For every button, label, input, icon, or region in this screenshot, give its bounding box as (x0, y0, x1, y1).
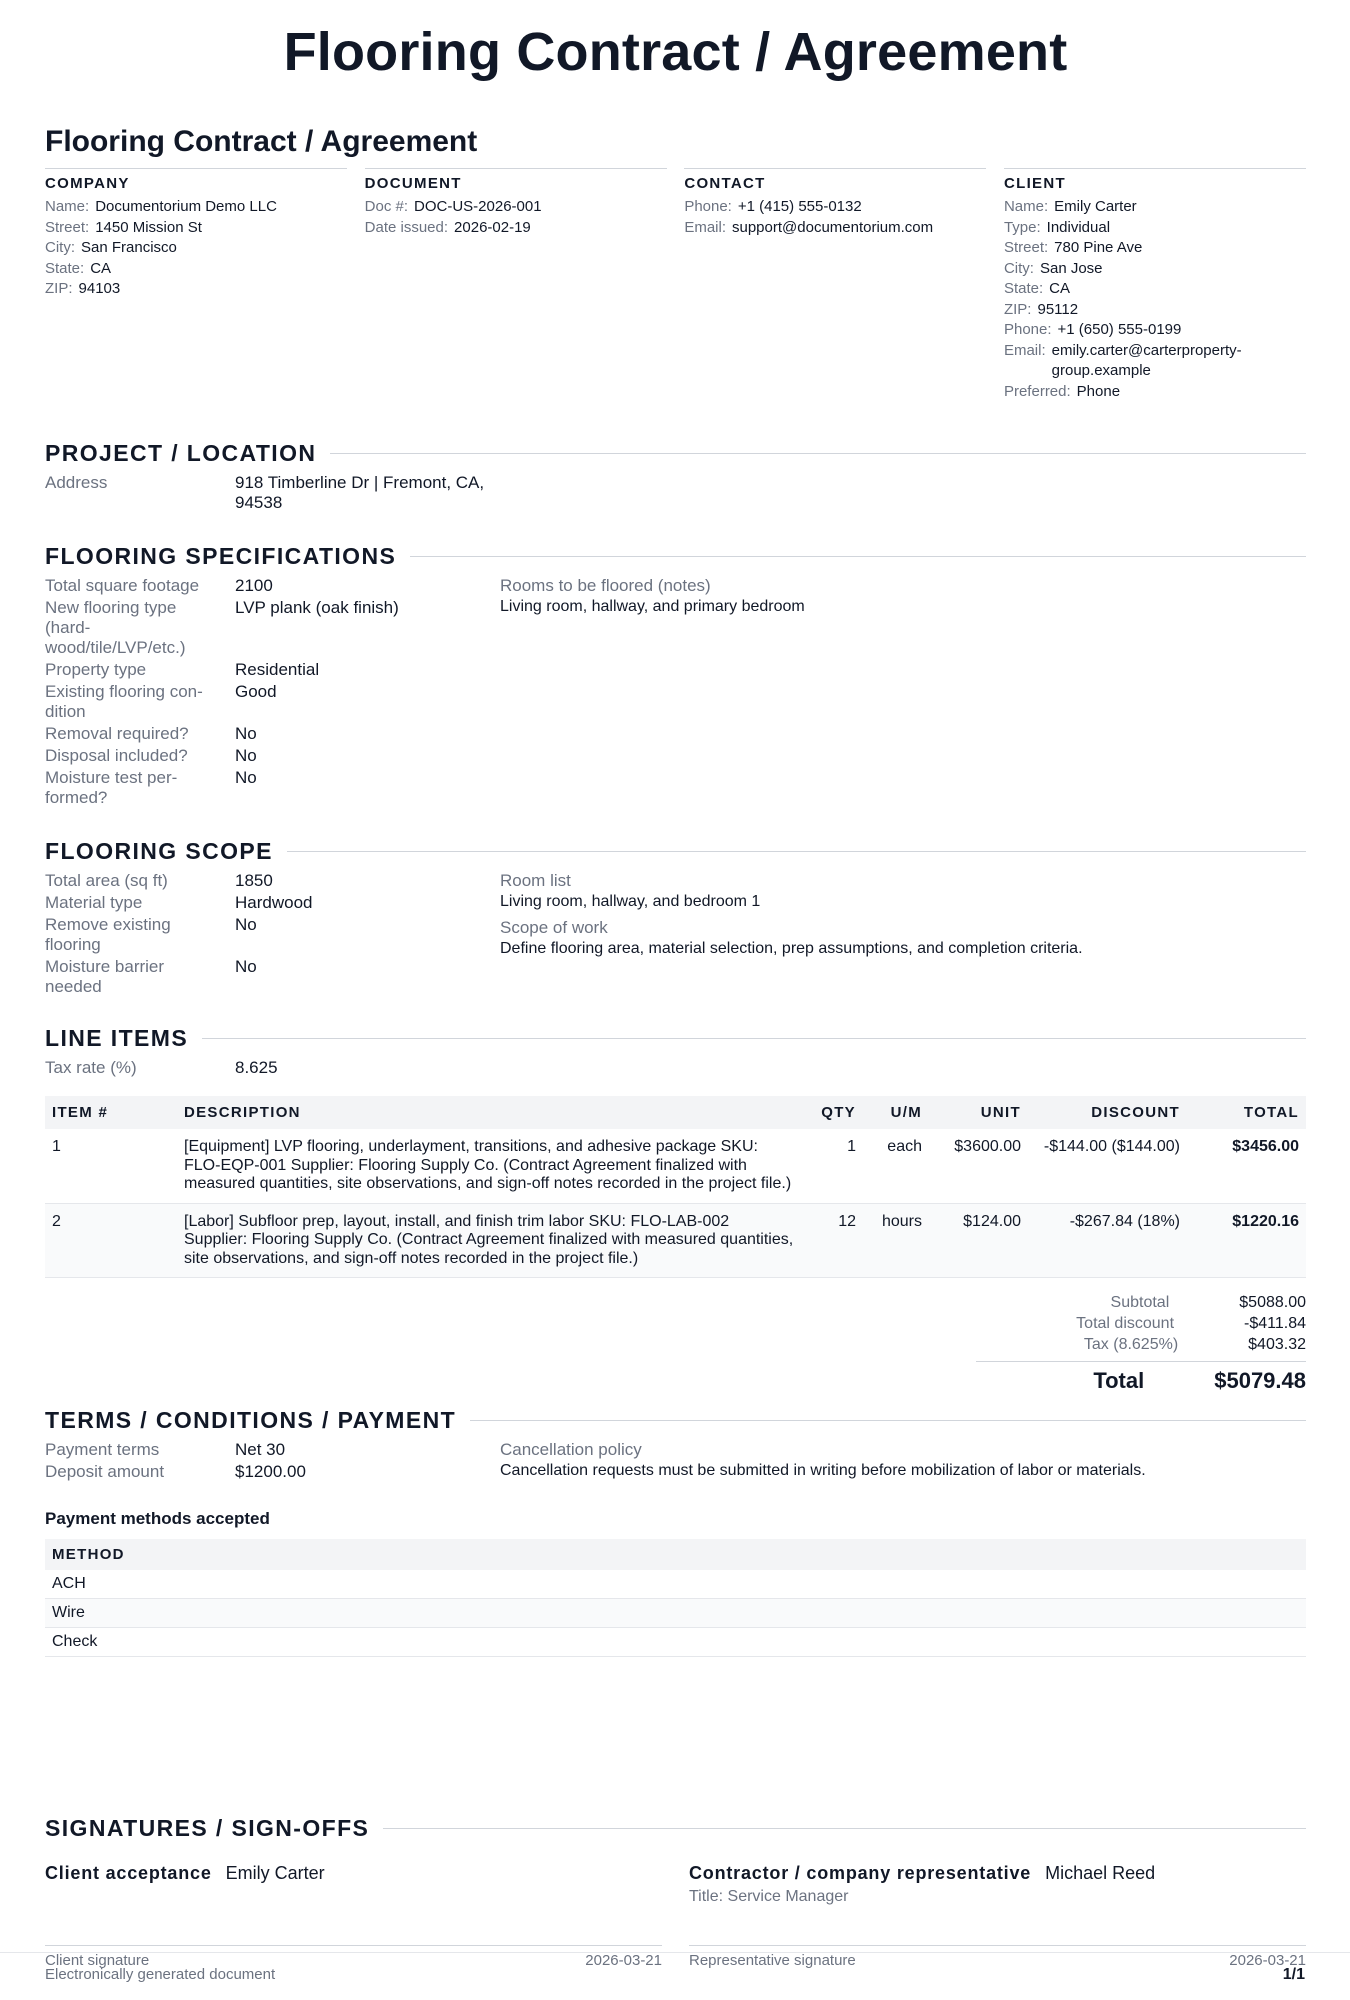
section-rule (202, 1038, 1306, 1039)
spec-row: Property type Residential (45, 660, 320, 679)
scope-row: Total area (sq ft) 1850 (45, 871, 273, 890)
method-cell: ACH (45, 1570, 1306, 1599)
spec-row: Moisture test per-formed? No (45, 768, 257, 807)
item-qty: 1 (809, 1129, 863, 1203)
spec-row: Existing flooring con-dition Good (45, 682, 277, 721)
item-um: each (863, 1129, 929, 1203)
scope-fields (45, 871, 1306, 999)
tax-rate-row: Tax rate (%) 8.625 (45, 1058, 278, 1077)
terms-right-col (500, 1440, 1306, 1487)
project-section-header (45, 440, 1306, 467)
col-total: TOTAL (1187, 1096, 1306, 1129)
date-issued-row: Date issued: 2026-02-19 (364, 218, 531, 236)
project-heading: PROJECT / LOCATION (45, 440, 317, 466)
signatures-heading: SIGNATURES / SIGN-OFFS (45, 1815, 370, 1841)
item-description: [Equipment] LVP flooring, underlayment, transitions, and adhesive package SKU: FLO-EQP-001 Supplier: Flooring Supply Co. (Contract Agreement finalized with measured quantities, site observations, and sign-off notes recorded in the project file.) (177, 1129, 809, 1203)
section-rule (330, 453, 1306, 454)
scope-of-work-value: Define flooring area, material selection, prep assumptions, and completion criteria. (500, 940, 1083, 957)
section-rule (287, 851, 1306, 852)
scope-left-col (45, 871, 500, 999)
contact-heading: CONTACT (684, 175, 766, 192)
company-state-row: State: CA (45, 259, 112, 277)
item-description: [Labor] Subfloor prep, layout, install, and finish trim labor SKU: FLO-LAB-002 Supplier: Flooring Supply Co. (Contract Agreement finalized with measured quantities, site observations, and sign-off notes recorded in the project file.) (177, 1203, 809, 1278)
client-email-row: Email: emily.carter@carterproperty-group.example (1003, 341, 1242, 379)
client-city-row: City: San Jose (1003, 259, 1103, 277)
scope-of-work-label: Scope of work (500, 918, 608, 937)
rep-title: Title: Service Manager (689, 1888, 849, 1905)
footer-note: Electronically generated document (45, 1966, 276, 1983)
page-number: 1/1 (1282, 1966, 1305, 1983)
payment-methods-table (45, 1539, 1306, 1657)
project-left-col (45, 473, 500, 515)
spec-row: Removal required? No (45, 724, 257, 743)
deposit-amount-row: Deposit amount $1200.00 (45, 1462, 306, 1481)
item-number: 2 (45, 1203, 177, 1278)
client-phone-row: Phone: +1 (650) 555-0199 (1003, 321, 1182, 338)
scope-row: Remove existing flooring No (45, 915, 257, 954)
specs-left-col (45, 576, 500, 810)
client-block (1004, 168, 1306, 402)
rep-acceptance: Contractor / company representative Michael Reed (689, 1863, 1156, 1883)
company-block (45, 168, 347, 402)
client-signature-line: Client signature 2026-03-21 (45, 1945, 662, 1969)
table-row (45, 1628, 1306, 1657)
client-preferred-row: Preferred: Phone (1003, 382, 1121, 400)
document-title: Flooring Contract / Agreement (283, 22, 1068, 82)
col-unit: UNIT (929, 1096, 1028, 1129)
specs-heading: FLOORING SPECIFICATIONS (45, 543, 397, 569)
terms-heading: TERMS / CONDITIONS / PAYMENT (45, 1407, 457, 1433)
project-fields (45, 473, 1306, 515)
company-zip-row: ZIP: 94103 (45, 280, 121, 297)
room-list-label: Room list (500, 871, 571, 890)
doc-number-row: Doc #: DOC-US-2026-001 (364, 198, 542, 215)
col-item-num: ITEM # (45, 1096, 177, 1129)
client-state-row: State: CA (1003, 280, 1071, 297)
company-street-row: Street: 1450 Mission St (45, 218, 202, 236)
signatures-section-header (45, 1815, 1306, 1842)
payment-terms-row: Payment terms Net 30 (45, 1440, 286, 1459)
method-cell: Check (45, 1628, 1306, 1657)
col-description: DESCRIPTION (177, 1096, 809, 1129)
company-city-row: City: San Francisco (45, 239, 177, 256)
contact-block (684, 168, 986, 402)
client-zip-row: ZIP: 95112 (1003, 300, 1079, 318)
col-um: U/M (863, 1096, 929, 1129)
document-subtitle: Flooring Contract / Agreement (45, 125, 478, 158)
totals-block (976, 1292, 1306, 1391)
scope-row: Material type Hardwood (45, 893, 313, 912)
header-info-grid (45, 168, 1306, 402)
grand-total-row: Total $5079.48 (976, 1361, 1306, 1391)
client-acceptance: Client acceptance Emily Carter (45, 1863, 325, 1883)
section-rule (410, 556, 1306, 557)
scope-right-col (500, 871, 1306, 999)
terms-fields (45, 1440, 1306, 1487)
spec-row: Disposal included? No (45, 746, 257, 765)
scope-section-header (45, 838, 1306, 865)
client-type-row: Type: Individual (1003, 218, 1111, 236)
contact-phone-row: Phone: +1 (415) 555-0132 (684, 198, 862, 215)
section-rule (470, 1420, 1306, 1421)
item-total: $1220.16 (1187, 1203, 1306, 1278)
terms-section-header (45, 1407, 1306, 1434)
item-discount: -$267.84 (18%) (1028, 1203, 1187, 1278)
company-name-row: Name: Documentorium Demo LLC (45, 198, 277, 215)
specs-section-header (45, 543, 1306, 570)
client-heading: CLIENT (1003, 175, 1066, 192)
item-discount: -$144.00 ($144.00) (1028, 1129, 1187, 1203)
section-rule (383, 1828, 1306, 1829)
item-number: 1 (45, 1129, 177, 1203)
item-qty: 12 (809, 1203, 863, 1278)
tax-rate-field (45, 1058, 1306, 1080)
page-footer (0, 1952, 1350, 1984)
col-discount: DISCOUNT (1028, 1096, 1187, 1129)
tax-row: Tax (8.625%) $403.32 (1083, 1336, 1306, 1353)
line-items-heading: LINE ITEMS (45, 1025, 189, 1051)
item-total: $3456.00 (1187, 1129, 1306, 1203)
total-discount-row: Total discount -$411.84 (1076, 1315, 1306, 1332)
method-cell: Wire (45, 1599, 1306, 1628)
spec-row: New flooring type (hard-wood/tile/LVP/etc.) LVP plank (oak finish) (45, 598, 399, 657)
payment-methods-title: Payment methods accepted (45, 1509, 270, 1528)
document-heading: DOCUMENT (364, 175, 462, 192)
scope-row: Moisture barrier needed No (45, 957, 257, 996)
col-method: METHOD (45, 1539, 1306, 1570)
specs-right-col (500, 576, 1306, 810)
item-um: hours (863, 1203, 929, 1278)
terms-left-col (45, 1440, 500, 1487)
table-row (45, 1203, 1306, 1278)
table-row (45, 1570, 1306, 1599)
table-header-row (45, 1539, 1306, 1570)
rooms-notes-value: Living room, hallway, and primary bedroom (500, 598, 805, 615)
rooms-notes-label: Rooms to be floored (notes) (500, 576, 711, 595)
line-items-table (45, 1096, 1306, 1278)
table-row (45, 1129, 1306, 1203)
col-qty: QTY (809, 1096, 863, 1129)
item-unit-price: $124.00 (929, 1203, 1028, 1278)
room-list-value: Living room, hallway, and bedroom 1 (500, 893, 761, 910)
scope-heading: FLOORING SCOPE (45, 838, 273, 864)
subtotal-row: Subtotal $5088.00 (1110, 1294, 1306, 1311)
line-items-section-header (45, 1025, 1306, 1052)
table-row (45, 1599, 1306, 1628)
company-heading: COMPANY (45, 175, 130, 192)
cancellation-label: Cancellation policy (500, 1440, 642, 1459)
item-unit-price: $3600.00 (929, 1129, 1028, 1203)
table-header-row (45, 1096, 1306, 1129)
address-row: Address 918 Timberline Dr | Fremont, CA, 94538 (45, 473, 485, 512)
contact-email-row: Email: support@documentorium.com (684, 218, 934, 236)
cancellation-value: Cancellation requests must be submitted in writing before mobilization of labor or materials. (500, 1462, 1146, 1479)
client-name-row: Name: Emily Carter (1003, 198, 1137, 215)
specs-fields (45, 576, 1306, 810)
client-street-row: Street: 780 Pine Ave (1003, 239, 1143, 256)
spec-row: Total square footage 2100 (45, 576, 273, 595)
document-block (365, 168, 667, 402)
rep-signature-line: Representative signature 2026-03-21 (689, 1945, 1306, 1969)
